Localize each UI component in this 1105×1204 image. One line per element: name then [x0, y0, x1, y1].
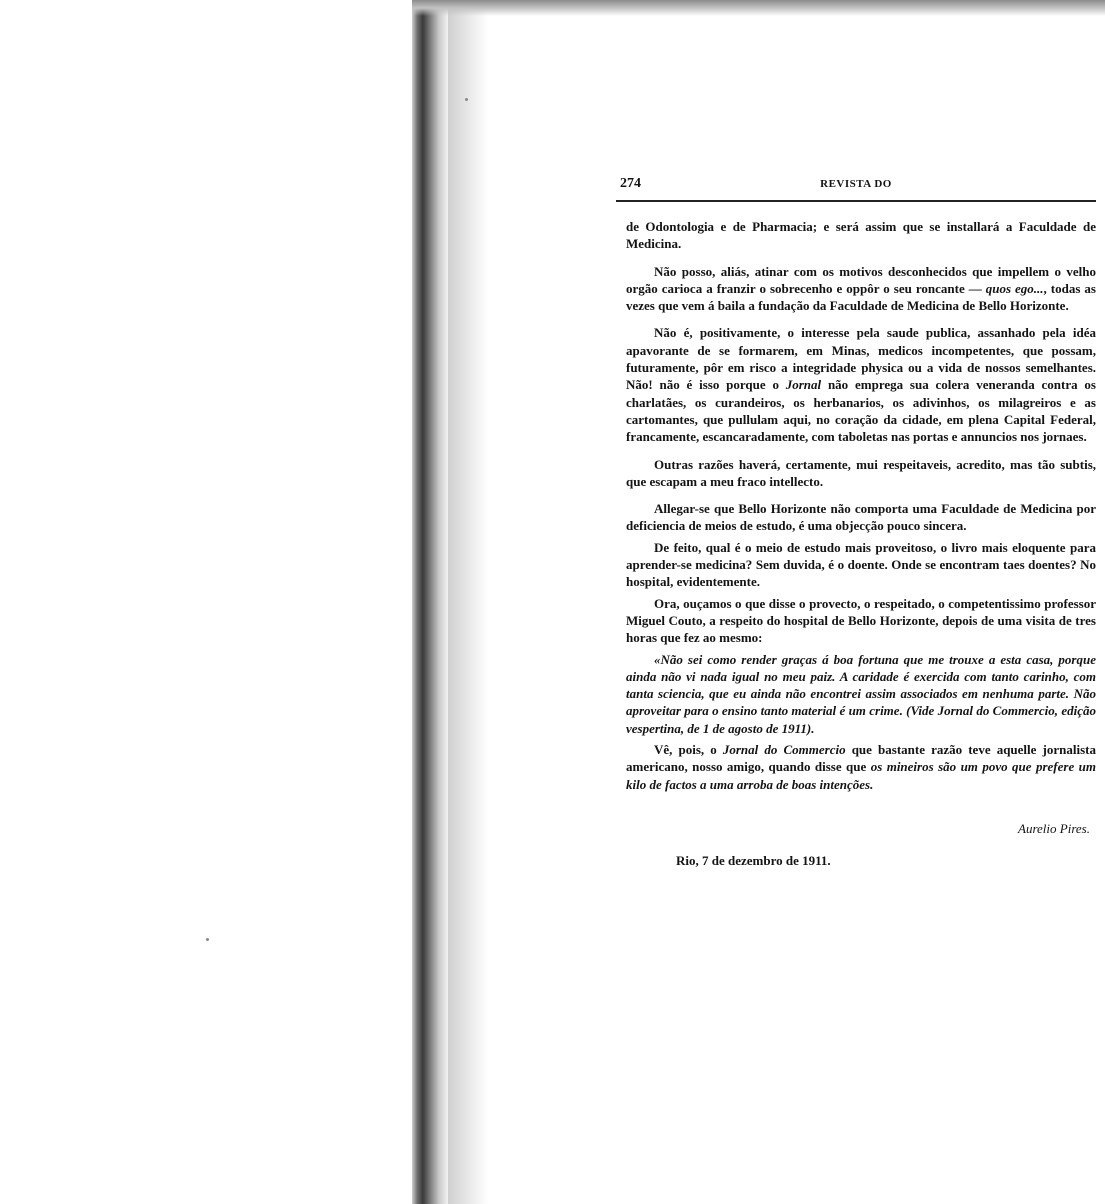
paragraph-text-segment: de Odontologia e de Pharmacia; e será assim que se installará a Faculdade de Medicina. [626, 219, 1096, 252]
paragraph-text-segment: De feito, qual é o meio de estudo mais proveitoso, o livro mais eloquente para aprender-se medicina? Sem duvida, é o doente. Onde se encontram taes doentes? No hospital, evidentemente. [626, 539, 1096, 590]
paragraph-text-segment: Jornal do Commercio [722, 742, 846, 758]
page-body [616, 202, 1096, 869]
paragraph-text-segment: Vide Jornal do Commercio [910, 703, 1055, 719]
paragraph-text-segment: , edição vespertina, de 1 de agosto de 1911). [626, 703, 1097, 736]
paragraph [626, 456, 1096, 491]
dust-speck [465, 98, 468, 101]
dateline: Rio, 7 de dezembro de 1911. [676, 852, 831, 868]
paragraph-text-segment: não emprega sua colera veneranda contra os charlatães, os curandeiros, os herbanarios, os adivinhos, os milagreiros e as cartomantes, que pullulam aqui, no coração da cidade, em plena Capital Federal, francamente, escancaradamente, com taboletas nas portas e annuncios nos jornaes. [626, 377, 1096, 445]
page-number: 274 [620, 176, 641, 191]
paragraph-text-segment: Não posso, aliás, atinar com os motivos desconhecidos que impellem o velho orgão carioca a franzir o sobrecenho e oppôr o seu roncante — [626, 263, 1096, 296]
page-header [616, 176, 1096, 202]
paragraph-text-segment: «Não sei como render graças á boa fortuna que me trouxe a esta casa, porque ainda não vi nada igual no meu paiz. A caridade é exercida com tanto carinho, com tanta sciencia, que eu ainda não encontrei assim associados em nenhuma parte. Não aproveitar para o ensino tanto material é um crime. ( [626, 651, 1096, 719]
paragraph-text-segment: Não é, positivamente, o interesse pela saude publica, assanhado pela idéa apavorante de se formarem, em Minas, medicos incompetentes, que possam, futuramente, pôr em risco a integridade physica ou a vida de nossos semelhantes. Não! não é isso porque o [626, 325, 1096, 393]
printed-page [616, 176, 1096, 869]
paragraph-text-segment: Allegar-se que Bello Horizonte não comporta uma Faculdade de Medicina por deficiencia de meios de estudo, é uma objecção pouco sincera. [626, 501, 1096, 534]
paragraph-text-segment: Ora, ouçamos o que disse o provecto, o respeitado, o competentissimo professor Miguel Couto, a respeito do hospital de Bello Horizonte, depois de uma visita de tres horas que fez ao mesmo: [626, 595, 1096, 646]
page-top-edge [412, 0, 1105, 16]
signature: Aurelio Pires. [1018, 820, 1090, 836]
paragraph [626, 263, 1096, 315]
paragraph-text-segment: Vê, pois, o [654, 742, 723, 758]
paragraph-text-segment: , todas as vezes que vem á baila a fundação da Faculdade de Medicina de Bello Horizonte. [626, 280, 1096, 314]
gutter-shadow [448, 0, 488, 1204]
paragraph-text-segment: Outras razões haverá, certamente, mui respeitaveis, acredito, mas tão subtis, que escapam a meu fraco intellecto. [626, 456, 1096, 489]
paragraph-text-segment: quos ego... [985, 280, 1044, 296]
paragraph [626, 324, 1096, 445]
paragraph [626, 500, 1096, 535]
paragraph-text-segment: Jornal [785, 377, 822, 393]
running-head: REVISTA DO [820, 178, 892, 190]
paragraph [626, 539, 1096, 591]
paragraph [626, 741, 1096, 793]
paragraph [626, 595, 1096, 647]
blank-facing-page [0, 0, 412, 1204]
paragraph-text-segment: os mineiros são um povo que prefere um kilo de factos a uma arroba de boas intenções. [626, 759, 1096, 792]
book-gutter [412, 0, 448, 1204]
dust-speck [206, 938, 209, 941]
quotation-paragraph [626, 651, 1096, 737]
paragraph [626, 218, 1096, 253]
paragraph-text-segment: que bastante razão teve aquelle jornalista americano, nosso amigo, quando disse que [626, 742, 1096, 775]
